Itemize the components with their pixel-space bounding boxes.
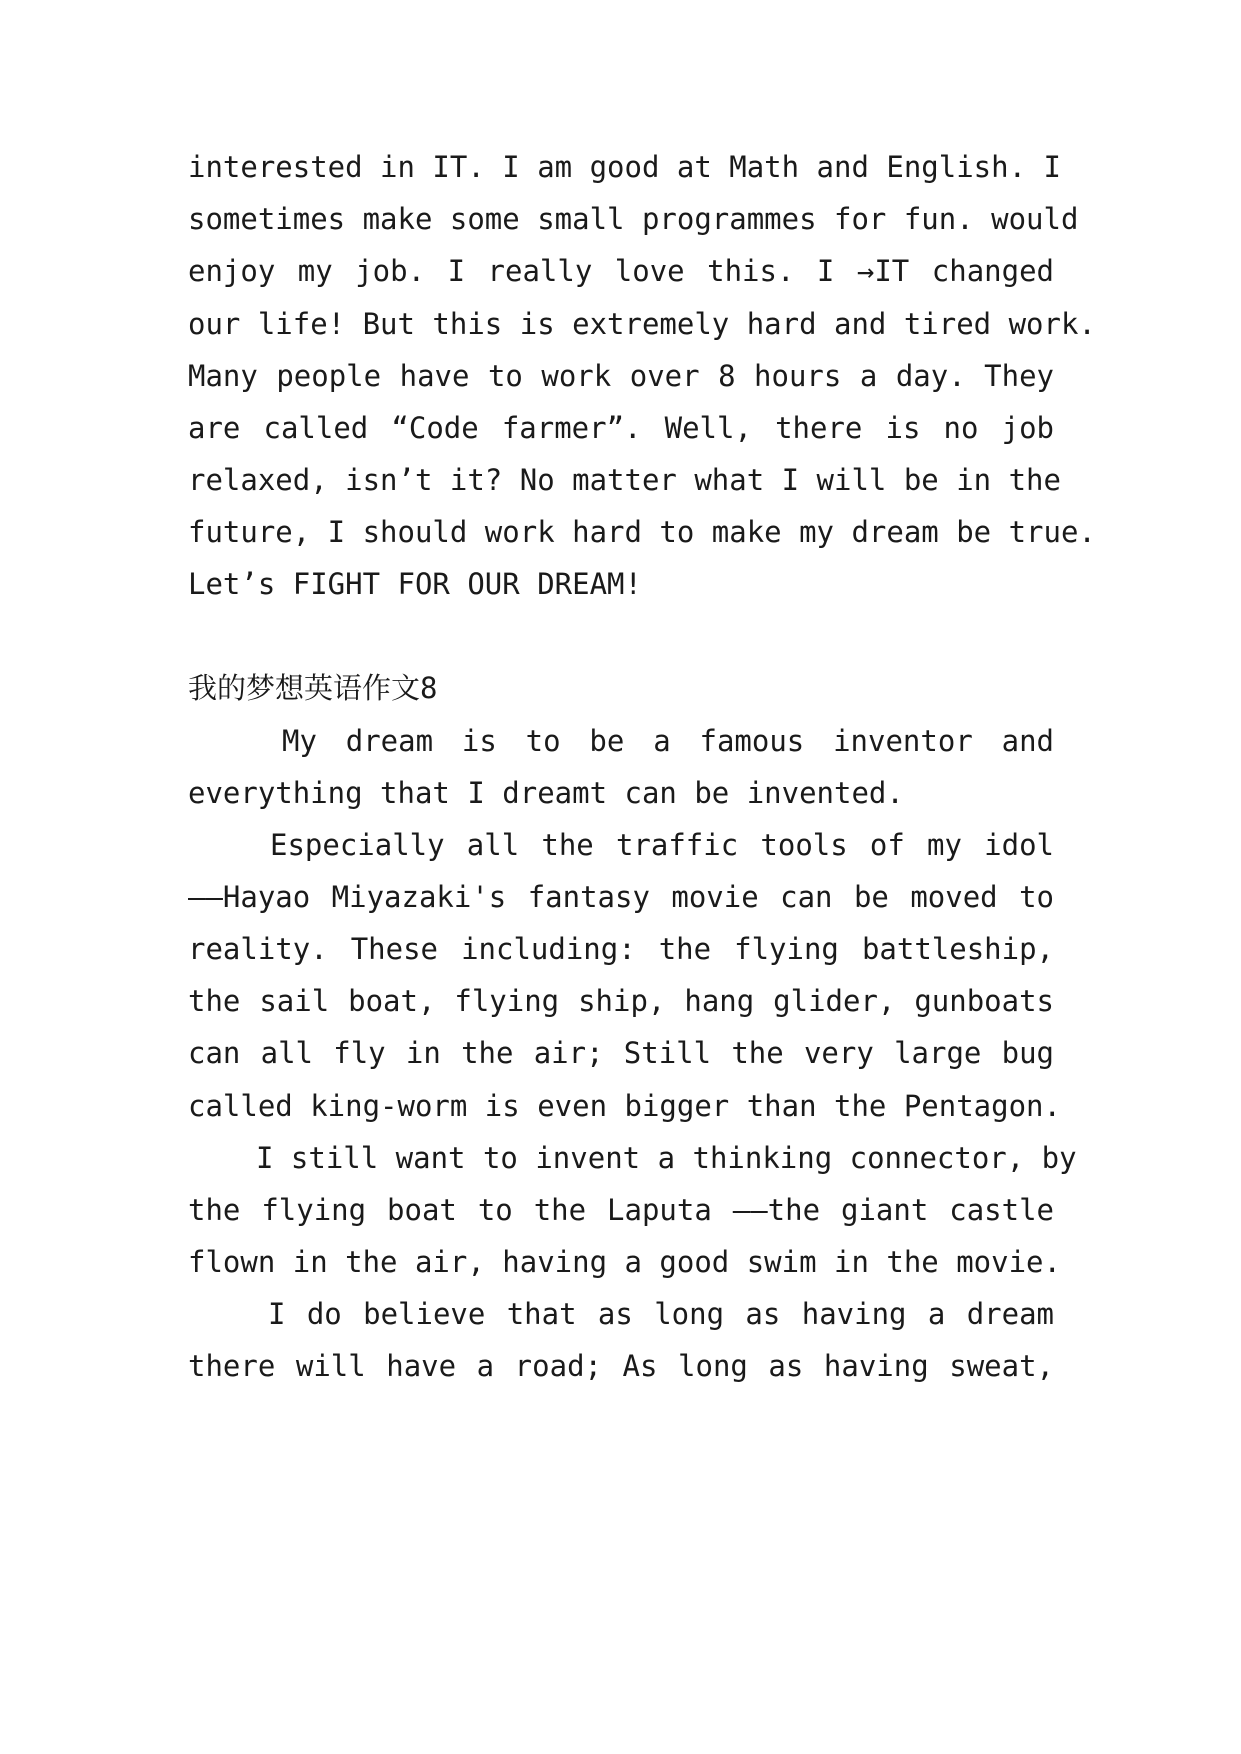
- text-line: future, I should work hard to make my dream be true.: [188, 515, 1096, 549]
- text-line: everything that I dreamt can be invented.: [188, 776, 904, 810]
- text-line: sometimes make some small programmes for fun. would: [188, 202, 1079, 236]
- text-line: ——Hayao Miyazaki's fantasy movie can be moved to: [188, 880, 1054, 914]
- text-line: relaxed, isn’t it? No matter what I will be in the: [188, 463, 1061, 497]
- text-line: reality. These including: the flying battleship,: [188, 932, 1054, 966]
- text-line: I still want to invent a thinking connector, by: [256, 1141, 1077, 1175]
- text-line: Let’s FIGHT FOR OUR DREAM!: [188, 567, 642, 601]
- text-line: are called “Code farmer”. Well, there is no job: [188, 411, 1054, 445]
- text-line: flown in the air, having a good swim in the movie.: [188, 1245, 1061, 1279]
- text-line: the sail boat, flying ship, hang glider, gunboats: [188, 984, 1054, 1018]
- text-line: interested in IT. I am good at Math and English. I: [188, 150, 1061, 184]
- text-line: Many people have to work over 8 hours a day. They: [188, 359, 1054, 393]
- text-line: called king-worm is even bigger than the Pentagon.: [188, 1089, 1061, 1123]
- text-line: can all fly in the air; Still the very large bug: [188, 1036, 1054, 1070]
- text-line: I do believe that as long as having a dream: [268, 1297, 1054, 1331]
- text-line: Especially all the traffic tools of my idol: [270, 828, 1054, 862]
- text-line: the flying boat to the Laputa ——the giant castle: [188, 1193, 1054, 1227]
- text-line: there will have a road; As long as having sweat,: [188, 1349, 1054, 1383]
- text-line: enjoy my job. I really love this. I →IT changed: [188, 254, 1054, 288]
- section-heading: 我的梦想英语作文8: [188, 671, 438, 705]
- text-line: My dream is to be a famous inventor and: [282, 724, 1054, 758]
- text-line: our life! But this is extremely hard and tired work.: [188, 307, 1096, 341]
